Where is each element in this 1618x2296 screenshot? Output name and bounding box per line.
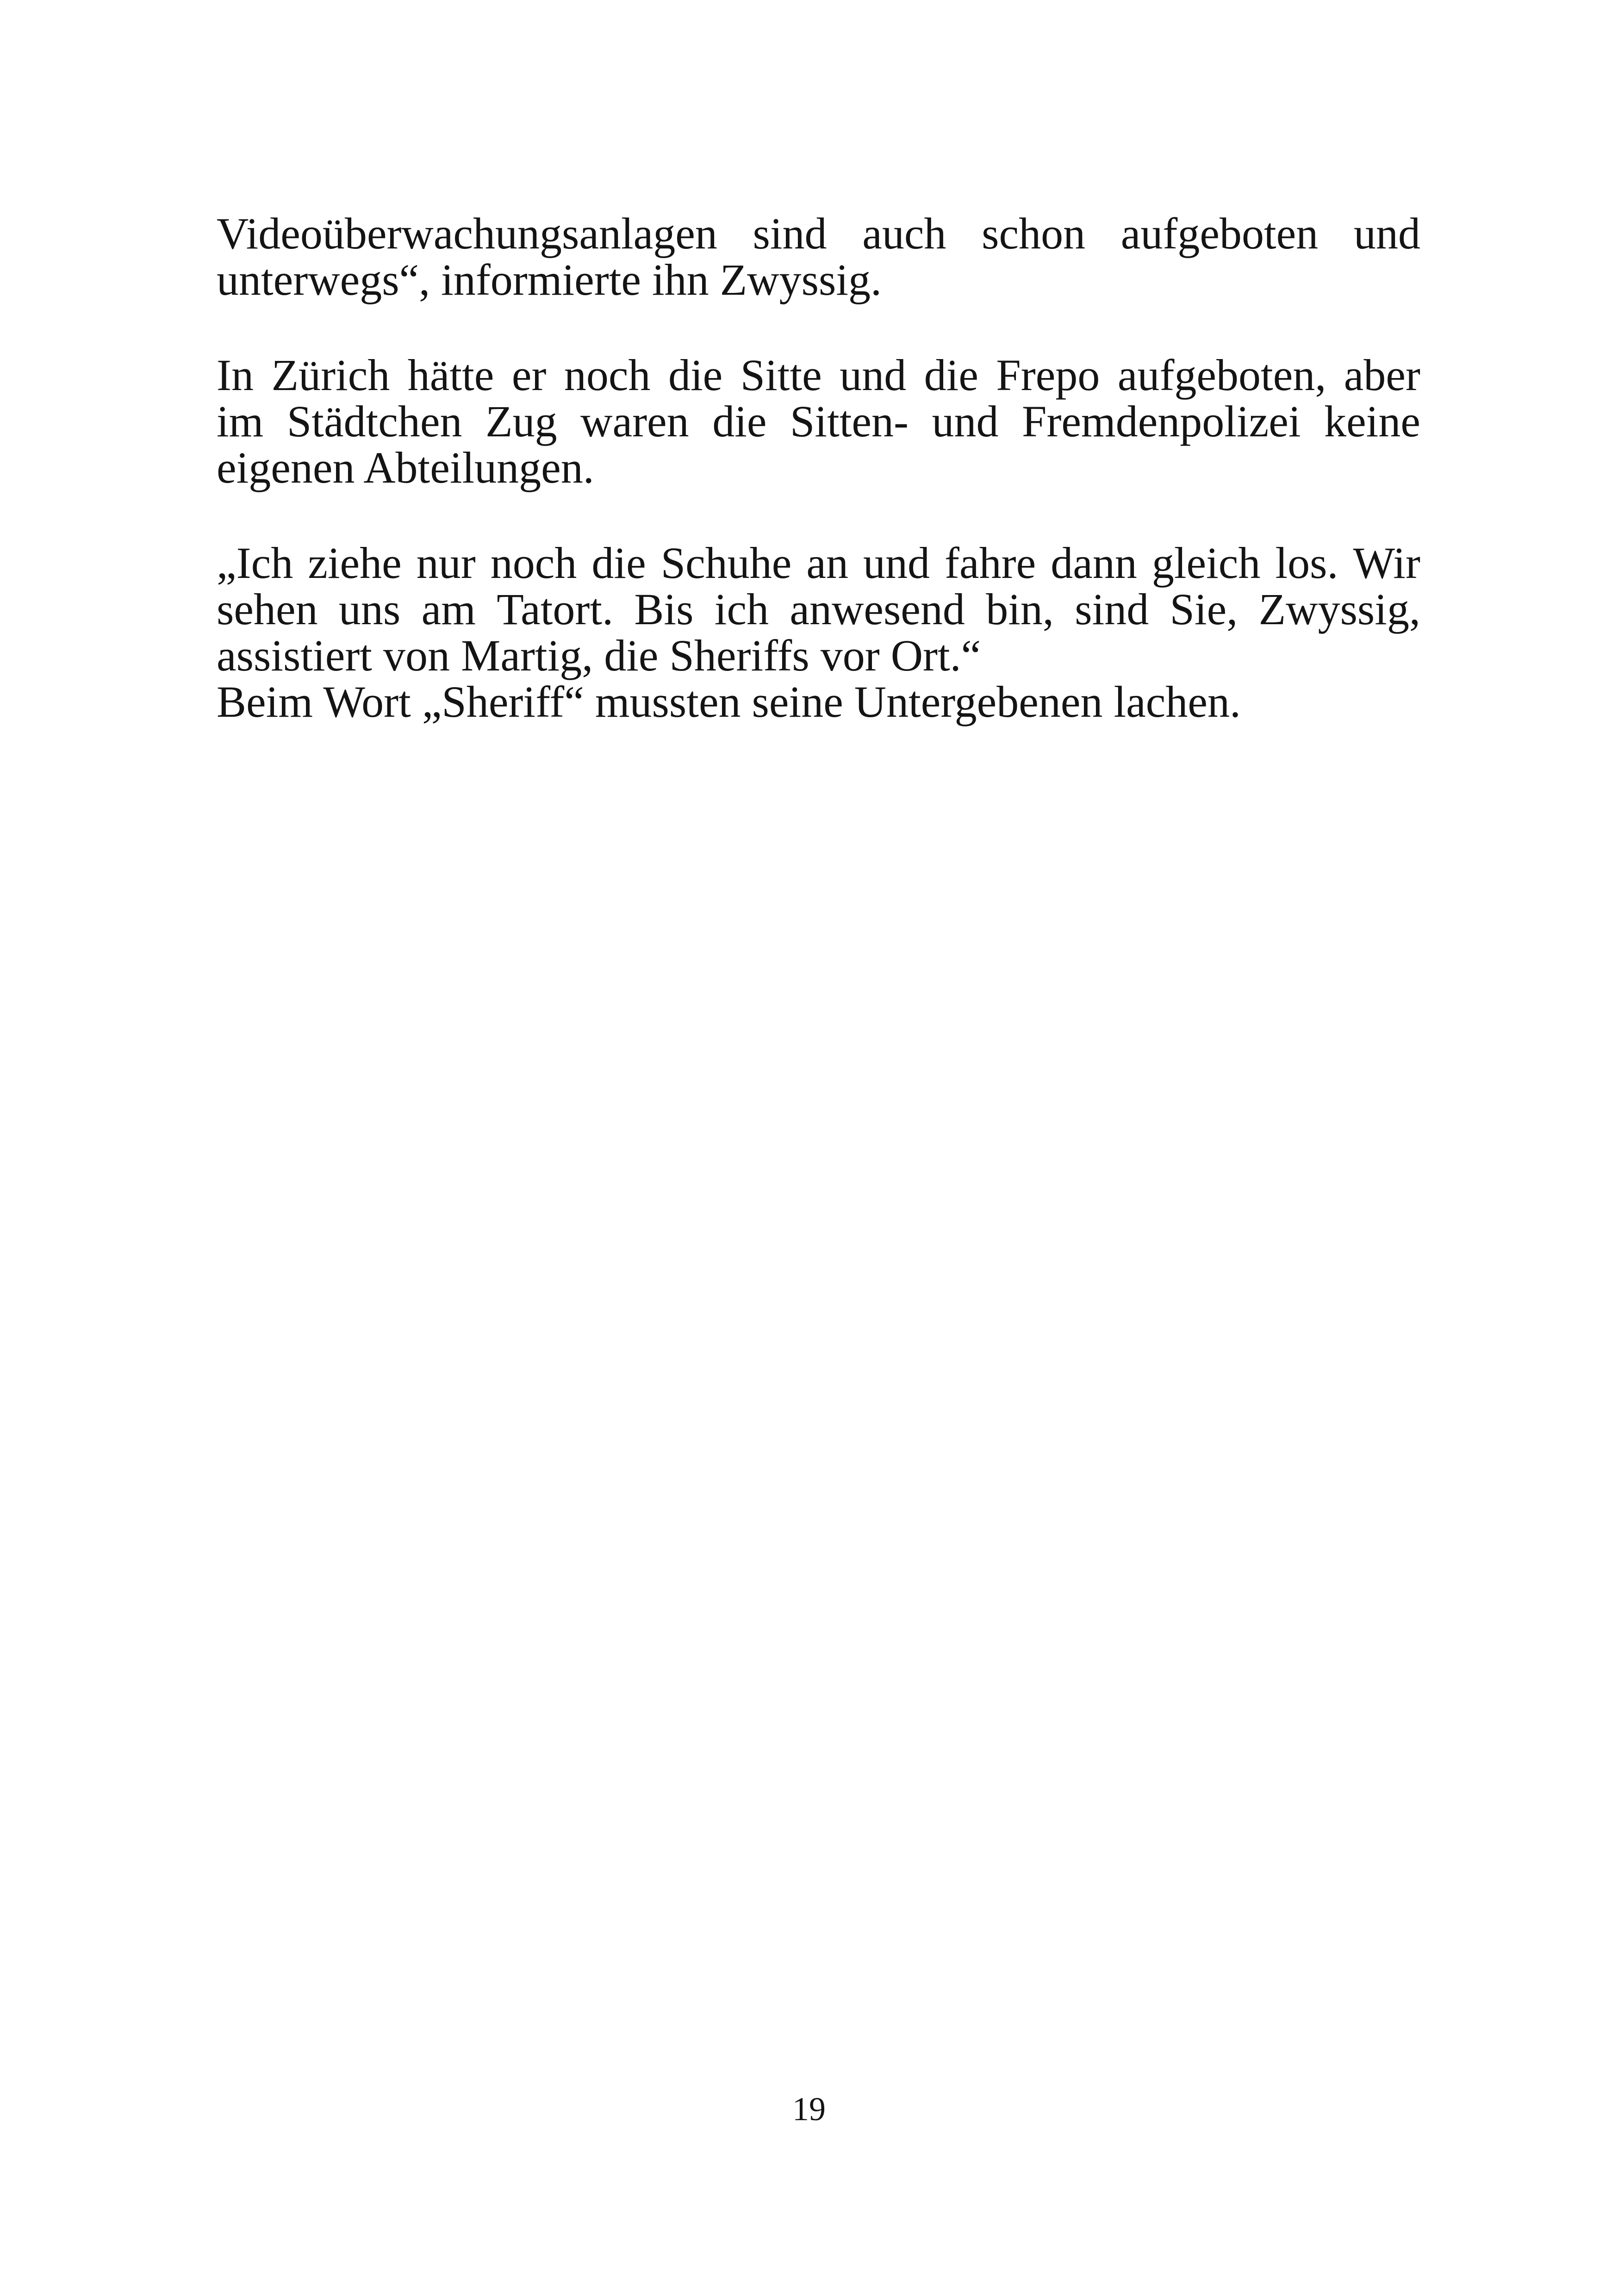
word: sind — [753, 209, 827, 258]
text-line — [217, 352, 1420, 398]
word: Zürich — [271, 350, 390, 400]
word: keine — [1324, 397, 1420, 446]
text-line: assistiert von Martig, die Sheriffs vor Ort.“ — [217, 631, 981, 680]
paragraph-2 — [217, 352, 1420, 491]
paragraph-1 — [217, 211, 1420, 303]
word: im — [217, 397, 264, 446]
text-line — [217, 211, 1420, 257]
word: und — [863, 538, 930, 588]
word: schon — [982, 209, 1086, 258]
body-text — [217, 211, 1420, 725]
word: noch — [564, 350, 651, 400]
word: In — [217, 350, 254, 400]
text-line: unterwegs“, informierte ihn Zwyssig. — [217, 255, 882, 304]
word: die — [712, 397, 767, 446]
word: die — [668, 350, 723, 400]
paragraph-3 — [217, 540, 1420, 725]
word: hätte — [407, 350, 494, 400]
word: Zwyssig, — [1258, 584, 1420, 634]
word: Sitten- — [790, 397, 909, 446]
word: er — [511, 350, 547, 400]
word: Sitte — [740, 350, 822, 400]
word: Sie, — [1170, 584, 1238, 634]
word: Wir — [1353, 538, 1420, 588]
word: aufgeboten, — [1117, 350, 1326, 400]
word: an — [806, 538, 848, 588]
text-line — [217, 398, 1420, 445]
word: Städtchen — [286, 397, 462, 446]
word: Fremdenpolizei — [1022, 397, 1301, 446]
word: sind — [1075, 584, 1149, 634]
word: auch — [862, 209, 946, 258]
word: und — [932, 397, 999, 446]
text-line: Beim Wort „Sheriff“ mussten seine Untergebenen lachen. — [217, 677, 1241, 726]
word: aber — [1344, 350, 1420, 400]
word: „Ich — [217, 538, 293, 588]
text-line — [217, 586, 1420, 633]
word: los. — [1275, 538, 1338, 588]
word: Videoüberwachungsanlagen — [217, 209, 717, 258]
word: Zug — [485, 397, 557, 446]
word: Bis — [634, 584, 694, 634]
word: nur — [416, 538, 476, 588]
word: sehen — [217, 584, 318, 634]
word: die — [591, 538, 646, 588]
text-line: eigenen Abteilungen. — [217, 443, 594, 492]
word: fahre — [945, 538, 1036, 588]
word: die — [924, 350, 978, 400]
word: gleich — [1151, 538, 1261, 588]
word: bin, — [986, 584, 1054, 634]
text-line — [217, 540, 1420, 586]
word: waren — [580, 397, 689, 446]
word: Tatort. — [497, 584, 614, 634]
word: uns — [338, 584, 401, 634]
word: am — [421, 584, 476, 634]
word: und — [1353, 209, 1420, 258]
word: Frepo — [996, 350, 1100, 400]
page-number: 19 — [792, 2091, 826, 2128]
word: noch — [490, 538, 577, 588]
word: dann — [1051, 538, 1137, 588]
word: ich — [714, 584, 769, 634]
word: aufgeboten — [1120, 209, 1319, 258]
word: anwesend — [790, 584, 965, 634]
word: und — [840, 350, 907, 400]
word: Schuhe — [660, 538, 792, 588]
word: ziehe — [308, 538, 402, 588]
